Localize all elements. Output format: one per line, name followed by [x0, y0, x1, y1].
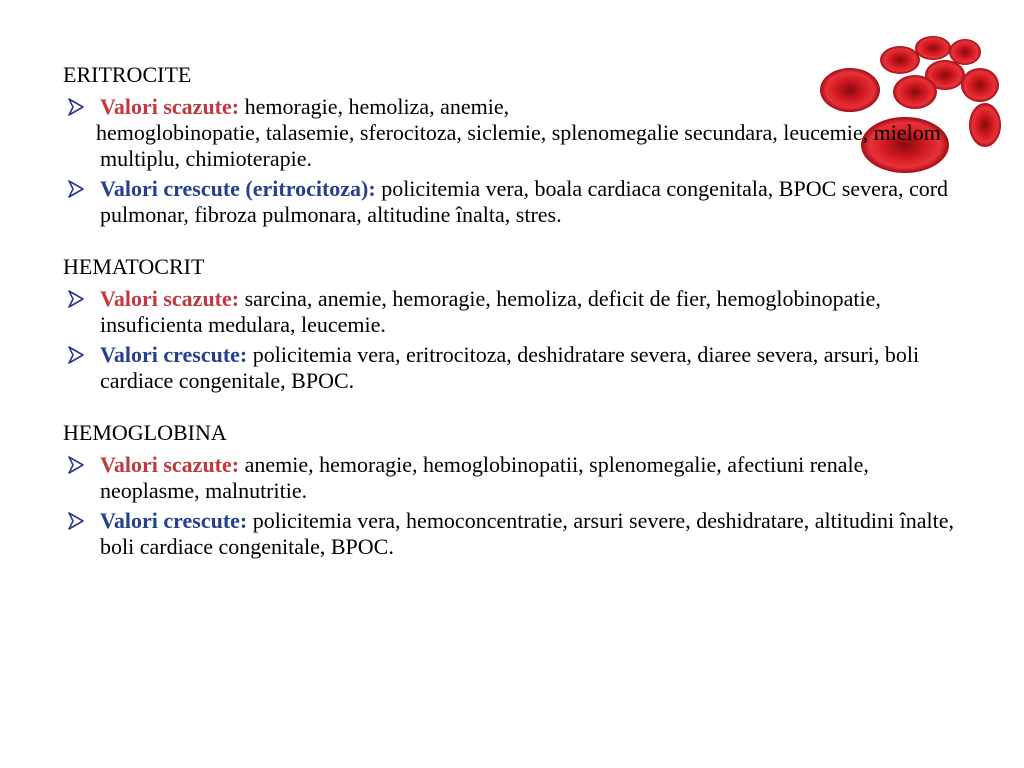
- arrow-bullet-icon: [67, 290, 85, 308]
- bullet-text: hemoragie, hemoliza, anemie,: [239, 94, 510, 119]
- section-eritrocite: [63, 62, 963, 228]
- bullet-item: [63, 286, 963, 338]
- bullet-text: policitemia vera, hemoconcentratie, arsuri severe, deshidratare, altitudini înalte, boli cardiace congenitale, BPOC.: [100, 508, 954, 559]
- arrow-bullet-icon: [67, 180, 85, 198]
- bullet-label: Valori crescute:: [100, 508, 248, 533]
- bullet-label: Valori scazute:: [100, 452, 240, 477]
- arrow-bullet-icon: [67, 98, 85, 116]
- bullet-continuation-text: hemoglobinopatie, talasemie, sferocitoza, siclemie, splenomegalie secundara, leucemie, mielom multiplu, chimioterapie.: [96, 120, 941, 171]
- bullet-item: [63, 452, 963, 504]
- section-hemoglobina: [63, 420, 963, 560]
- bullet-label: Valori scazute:: [100, 286, 240, 311]
- bullet-label: Valori scazute:: [100, 94, 240, 119]
- section-heading: HEMATOCRIT: [63, 254, 205, 279]
- bullet-text: sarcina, anemie, hemoragie, hemoliza, deficit de fier, hemoglobinopatie, insuficienta medulara, leucemie.: [100, 286, 881, 337]
- bullet-item: [63, 94, 963, 172]
- arrow-bullet-icon: [67, 456, 85, 474]
- section-heading: HEMOGLOBINA: [63, 420, 227, 445]
- bullet-item: [63, 508, 963, 560]
- arrow-bullet-icon: [67, 512, 85, 530]
- bullet-text: policitemia vera, eritrocitoza, deshidratare severa, diaree severa, arsuri, boli cardiace congenitale, BPOC.: [100, 342, 920, 393]
- bullet-text: policitemia vera, boala cardiaca congenitala, BPOC severa, cord pulmonar, fibroza pulmonara, altitudine înalta, stres.: [100, 176, 949, 227]
- section-heading: ERITROCITE: [63, 62, 192, 87]
- bullet-item: [63, 342, 963, 394]
- bullet-label: Valori crescute (eritrocitoza):: [100, 176, 376, 201]
- bullet-item: [63, 176, 963, 228]
- slide-content: [63, 62, 963, 586]
- bullet-text: anemie, hemoragie, hemoglobinopatii, splenomegalie, afectiuni renale, neoplasme, malnutritie.: [100, 452, 869, 503]
- section-hematocrit: [63, 254, 963, 394]
- bullet-label: Valori crescute:: [100, 342, 248, 367]
- arrow-bullet-icon: [67, 346, 85, 364]
